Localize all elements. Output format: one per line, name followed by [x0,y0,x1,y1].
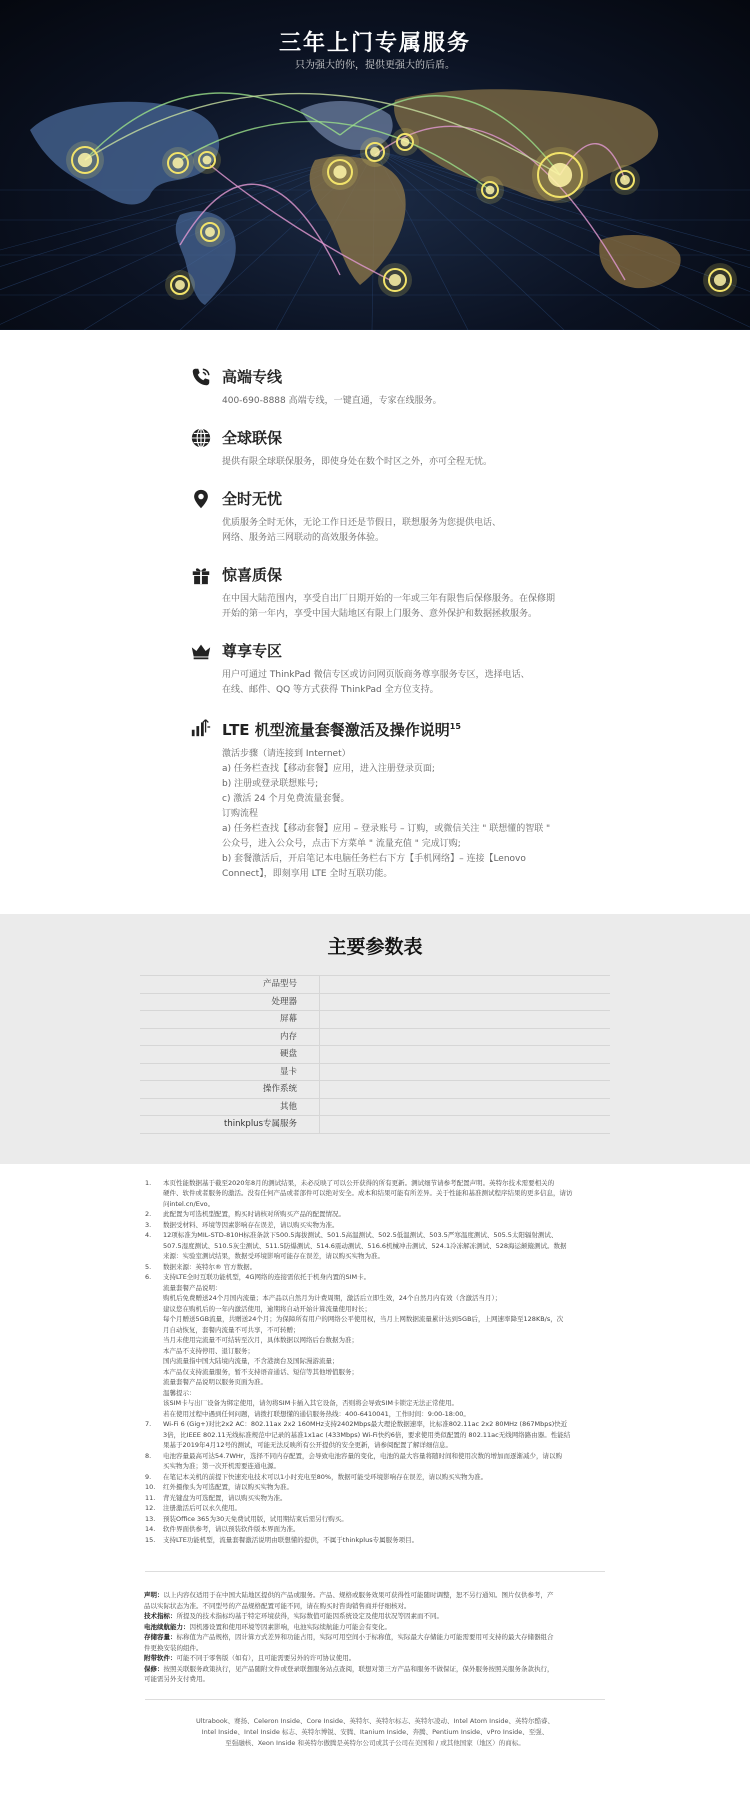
service-item-vip-zone [222,640,602,698]
spec-key: 屏幕 [140,1011,320,1028]
footnote-number: 13. [145,1514,156,1523]
disclaimer-line: 件更换安装的组件。 [144,1643,203,1652]
trademark-line: 至强融核、Xeon Inside 和英特尔傲腾是英特尔公司或其子公司在美国和 / 或其他国家（地区）的商标。 [225,1738,525,1747]
disclaimer-label: 保修： [144,1664,164,1673]
spec-table-title: 主要参数表 [327,936,423,958]
glow-node-core [78,153,92,167]
disclaimer-item [144,1622,606,1633]
spec-table-row [140,1011,610,1029]
footnote-line: 本页性能数据基于截至2020年8月的测试结果，未必反映了可以公开获得的所有更新。测试细节请参考配置声明。英特尔技术需要相关的 [163,1178,555,1187]
glow-node-core [486,186,495,195]
service-desc-line: 公众号，进入公众号，点击下方菜单 " 流量充值 " 完成订购; [222,839,461,849]
service-desc [222,747,602,882]
footnote-item [145,1482,607,1493]
disclaimer-text: 以上内容仅适用于在中国大陆地区提供的产品或服务。产品、规格或服务效果可获得性可能随时调整，恕不另行通知。图片仅供参考，产 [163,1591,554,1599]
disclaimer-line [144,1632,606,1643]
footnote-line: 在笔记本关机的前提下快速充电技术可以1小时充电至80%，数据可能受环境影响存在误差，请以购买实物为准。 [163,1472,488,1481]
disclaimer-line: 可能需另外支付费用。 [144,1675,209,1683]
disclaimer-label: 技术指标： [144,1612,177,1620]
glow-node-core [173,158,184,169]
disclaimer-label: 声明： [144,1591,164,1599]
footnote-line: 数据来源：英特尔® 官方数据。 [163,1262,257,1271]
crown-icon [190,640,212,662]
disclaimer-label: 附带软件： [144,1654,177,1662]
footnote-number: 10. [145,1483,156,1491]
footnote-line: 支持LTE功能机型，流量套餐激活说明由联想懂的提供，不属于thinkplus专属服务项目。 [163,1535,419,1544]
footnote-text [163,1419,607,1451]
spec-table-section [0,914,750,1164]
footnote-text [163,1503,607,1514]
spec-key: 处理器 [140,994,320,1011]
footnote-text [163,1262,607,1273]
service-desc-line: 订购流程 [222,809,259,819]
service-desc-line: 开始的第一年内，享受中国大陆地区有限上门服务、意外保护和数据拯救服务。 [222,609,538,619]
spec-key: 硬盘 [140,1046,320,1063]
spec-key: 显卡 [140,1064,320,1081]
disclaimer-item [144,1632,606,1653]
disclaimer-line [144,1611,606,1622]
footnote-number: 1. [145,1178,152,1187]
spec-table-row [140,1046,610,1064]
disclaimer-line: 品以实际状态为准。不同型号的产品规格配置可能不同，请在购买时咨询销售商并仔细核对。 [144,1601,411,1610]
glow-node-core [714,274,726,286]
footnote-line: 此配置为可选机型配置，购买时请核对所购买产品的配置情况。 [163,1210,345,1218]
spec-table [140,975,610,1134]
location-pin-icon [190,488,212,510]
footnote-item [145,1514,607,1525]
footnote-line: 本产品仅支持流量服务，暂不支持语音通话、短信等其他增值服务； [163,1367,358,1376]
glow-node-core [389,274,401,286]
footnote-line: 问intel.cn/Evo。 [163,1199,215,1208]
footnote-line: 国内流量指中国大陆境内流量，不含港澳台及国际漫游流量； [163,1357,339,1365]
spec-table-row [140,976,610,994]
glow-node-core [401,138,410,147]
footnote-text [163,1230,607,1262]
disclaimer-text: 所提及的技术指标均基于特定环境获得，实际数值可能因系统设定及使用状况等因素而不同。 [176,1612,443,1620]
service-desc-line: 在线、邮件、QQ 等方式获得 ThinkPad 全方位支持。 [222,685,439,695]
spec-table-row [140,994,610,1012]
spec-key: 其他 [140,1099,320,1116]
footnote-number: 7. [145,1420,152,1428]
footnote-item [145,1524,607,1535]
footnote-number: 6. [145,1273,152,1281]
glow-node-core [333,165,346,178]
disclaimer-item [144,1590,606,1611]
footnote-item [145,1178,607,1210]
footnote-line: 支持LTE全时互联功能机型，4G网络的连接需依托于机身内置的SIM卡。 [163,1273,371,1281]
service-title: 全时无忧 [222,490,283,508]
disclaimer-label: 存储容量： [144,1633,177,1641]
footnote-number: 11. [145,1493,156,1502]
footnote-item [145,1493,607,1504]
footnote-text [163,1178,607,1210]
trademark-notice [145,1700,605,1769]
footnote-line: 红外摄像头为可选配置，请以购买实物为准。 [163,1483,293,1491]
footnote-text [163,1209,607,1220]
footnote-number: 12. [145,1504,156,1512]
footnote-line: 背光键盘为可选配置，请以购买实物为准。 [163,1493,287,1502]
footnote-text [163,1451,607,1472]
glow-node-core [205,227,215,237]
disclaimer-text: 可能不同于零售版（如有），且可能需要另外的许可协议使用。 [176,1654,356,1662]
footnote-text [163,1220,607,1231]
service-desc [222,516,602,546]
footnote-line: 当月未使用完流量不可结转至次月，具体数据以网络后台数据为准； [163,1336,358,1344]
disclaimer-text: 按照关联服务政策执行，见产品随附文件或登录联想服务站点查阅，联想对第三方产品和服务不做保证，保外服务按照关服务条款执行， [163,1664,554,1673]
disclaimer [144,1572,606,1699]
service-title: 全球联保 [222,429,283,447]
spec-key: 产品型号 [140,976,320,993]
service-desc-line: c) 激活 24 个月免费流量套餐。 [222,794,350,804]
disclaimer-label: 电池续航能力： [144,1622,190,1631]
glow-node-core [548,163,572,187]
footnote-item [145,1419,607,1451]
service-desc-line: a) 任务栏查找【移动套餐】应用 – 登录账号 – 订购，或微信关注 " 联想懂的智联 " [222,824,551,834]
spec-value [320,1116,610,1133]
signal-bars-icon [190,716,212,738]
footnote-line: 来源：实验室测试结果，数据受环境影响可能存在误差，请以购买实物为准。 [163,1252,384,1260]
footnote-number: 15. [145,1535,156,1544]
footnote-line: 预装Office 365为30天免费试用版，试用期结束后需另行购买。 [163,1514,348,1523]
service-title: 尊享专区 [222,642,283,660]
footnote-item [145,1535,607,1546]
disclaimer-text: 标称值为产品规格，因计算方式差异和功能占用，实际可用空间小于标称值，实际最大存储能力可能需要用可支持的最大存储器组合 [176,1633,554,1641]
footnote-number: 3. [145,1220,152,1229]
spec-table-row [140,1081,610,1099]
footnote-line: 数据受材料、环境等因素影响存在误差，请以购买实物为准。 [163,1220,339,1229]
service-list [0,330,750,914]
spec-key: 操作系统 [140,1081,320,1098]
continent-australia [599,235,680,288]
disclaimer-text: 因机器设置和使用环境等因素影响，电池实际续航能力可能会有变化。 [189,1622,391,1631]
service-title: 惊喜质保 [222,566,283,584]
footnote-line: 507.5湿度测试、510.5灰尘测试、511.5防爆测试、514.6震动测试、516.6机械冲击测试、524.1冷冻解冻测试、528海运颠簸测试。数据 [163,1241,567,1250]
spec-table-row [140,1029,610,1047]
service-desc [222,668,602,698]
footnote-text [163,1524,607,1535]
footnote-number: 8. [145,1451,152,1460]
footnote-text [163,1472,607,1483]
footnote-line: 温馨提示： [163,1388,196,1397]
spec-value [320,1046,610,1063]
footnote-text [163,1535,607,1546]
footnote-line: 买实物为准；第一次开机需要连通电源。 [163,1462,280,1470]
service-desc [222,455,602,470]
footnote-line: 注册激活后可以永久使用。 [163,1504,241,1512]
footnote-line: 电池容量最高可达54.7WHr，选择不同内存配置，会导致电池容量的变化，电池的最大容量将随时间和使用次数的增加而逐渐减少，请以购 [163,1451,562,1460]
hero-subtitle: 只为强大的你，提供更强大的后盾。 [295,60,455,71]
spec-key: 内存 [140,1029,320,1046]
disclaimer-line [144,1590,606,1601]
service-item-anytime [222,488,602,546]
footnotes [0,1164,750,1572]
service-desc-line: b) 注册或登录联想账号; [222,779,319,789]
glow-node-core [175,280,185,290]
service-title: 高端专线 [222,368,283,386]
service-item-surprise-warranty [222,564,602,622]
service-desc-line: Connect】，即刻享用 LTE 全时互联功能。 [222,869,393,879]
footnote-item [145,1209,607,1220]
disclaimer-item [144,1611,606,1622]
spec-value [320,1011,610,1028]
hero-banner [0,0,750,330]
footnote-item [145,1272,607,1419]
glow-node-core [203,156,212,165]
service-desc [222,394,602,409]
spec-table-row [140,1064,610,1082]
footnote-line: 每个月赠送5GB流量，共赠送24个月；为保障所有用户的网络公平使用权，当月上网数据流量累计达到5GB后，上网速率降至128KB/s，次 [163,1315,564,1323]
service-title-text: LTE 机型流量套餐激活及操作说明 [222,721,450,739]
footnote-text [163,1514,607,1525]
service-desc-line: 400-690-8888 高端专线，一键直通，专家在线服务。 [222,396,442,406]
service-desc-line: b) 套餐激活后，开启笔记本电脑任务栏右下方【手机网络】– 连接【Lenovo [222,854,526,864]
spec-value [320,1081,610,1098]
spec-value [320,994,610,1011]
disclaimer-item [144,1653,606,1664]
footnote-line: 建议您在购机后的一年内激活使用，逾期将自动开始计算流量使用时长； [163,1304,371,1313]
glow-node-core [370,147,380,157]
footnote-item [145,1472,607,1483]
service-item-lte [222,716,602,882]
footnote-number: 9. [145,1472,152,1481]
footnote-line: 本产品不支持停用、退订服务； [163,1346,254,1355]
trademark-line: Ultrabook、赛扬、Celeron Inside、Core Inside、英特尔、英特尔标志、英特尔凌动、Intel Atom Inside、英特尔酷睿、 [195,1716,555,1725]
footnote-text [163,1272,607,1419]
footnote-number: 5. [145,1262,152,1271]
globe-icon [190,427,212,449]
spec-table-row [140,1099,610,1117]
footnote-line: 购机后免费赠送24个月国内流量；本产品以自然月为计费周期，激活后立即生效，24个自然月内有效（含激活当月）； [163,1294,502,1302]
footnote-line: 果基于2019年4月12号的测试，可能无法反映所有公开提供的安全更新，请参阅配置了解详细信息。 [163,1441,452,1449]
footnote-ref: 15 [449,722,461,731]
footnote-item [145,1230,607,1262]
service-desc-line: 网络、服务站三网联动的高效服务体验。 [222,533,385,543]
service-desc-line: 在中国大陆范围内，享受自出厂日期开始的一年或三年有限售后保修服务。在保修期 [222,594,556,604]
footnote-item [145,1451,607,1472]
footnote-text [163,1482,607,1493]
footnote-item [145,1503,607,1514]
footnote-line: 若在使用过程中遇到任何问题，请拨打联想懂的通信服务热线：400-6410041，工作时间：9:00-18:00。 [163,1409,470,1418]
spec-value [320,1064,610,1081]
disclaimer-line [144,1653,606,1664]
footnote-number: 2. [145,1210,152,1218]
gift-icon [190,564,212,586]
footnote-line: Wi-Fi 6 (Gig+)对比2x2 AC：802.11ax 2x2 160MHz支持2402Mbps最大理论数据速率，比标准802.11ac 2x2 80MHz (867Mbps)快近 [163,1420,568,1428]
spec-value [320,1099,610,1116]
phone-icon [190,366,212,388]
hero-title: 三年上门专属服务 [278,31,471,56]
footnote-line: 流量套餐产品说明： [163,1283,222,1292]
service-item-warranty [222,427,602,470]
glow-node-core [620,175,630,185]
footnote-line: 该SIM卡与出厂设备为绑定使用，请勿将SIM卡插入其它设备，否则将会导致SIM卡锁定无法正常使用。 [163,1399,458,1407]
footnote-number: 14. [145,1525,156,1533]
footnote-text [163,1493,607,1504]
footnote-line: 12项标准为MIL-STD-810H标准条款下500.5海拔测试、501.5高温测试、502.5低温测试、503.5严寒温度测试、505.5太阳辐射测试、 [163,1231,558,1239]
footnote-line: 流量套餐产品说明以服务页面为准。 [163,1378,267,1386]
spec-value [320,976,610,993]
footnote-line: 3倍，比IEEE 802.11无线标准规范中记录的基准1x1ac (433Mbps) Wi-Fi快约6倍，要求使用类似配置的 802.11ac无线网络路由器。性能结 [163,1430,571,1439]
footnote-line: 月自动恢复，套餐内流量不可共享，不可转赠； [163,1325,300,1334]
footnote-number: 4. [145,1231,152,1239]
spec-table-row [140,1116,610,1134]
service-desc [222,592,602,622]
footnote-item [145,1220,607,1231]
service-item-hotline [222,366,602,409]
footnote-line: 硬件、软件或者服务的激活。没有任何产品或者部件可以绝对安全。成本和结果可能有所差异。关于性能和基准测试程序结果的更多信息，请访 [163,1189,573,1197]
service-desc-line: 优质服务全时无休，无论工作日还是节假日，联想服务为您提供电话、 [222,518,502,528]
service-desc-line: a) 任务栏查找【移动套餐】应用，进入注册登录页面; [222,764,435,774]
service-desc-line: 激活步骤（请连接到 Internet） [222,749,351,759]
spec-key: thinkplus专属服务 [140,1116,320,1133]
disclaimer-line [144,1622,606,1633]
service-desc-line: 提供有限全球联保服务，即使身处在数个时区之外，亦可全程无忧。 [222,457,493,467]
disclaimer-line [144,1664,606,1675]
service-title [222,716,602,741]
service-desc-line: 用户可通过 ThinkPad 微信专区或访问网页版商务尊享服务专区，选择电话、 [222,670,530,680]
spec-value [320,1029,610,1046]
footnote-item [145,1262,607,1273]
trademark-line: Intel Inside、Intel Inside 标志、英特尔博锐、安腾、Itanium Inside、奔腾、Pentium Inside、vPro Inside、至强、 [201,1727,549,1736]
disclaimer-item [144,1664,606,1685]
footnote-line: 软件界面供参考，请以预装软件版本界面为准。 [163,1525,300,1533]
